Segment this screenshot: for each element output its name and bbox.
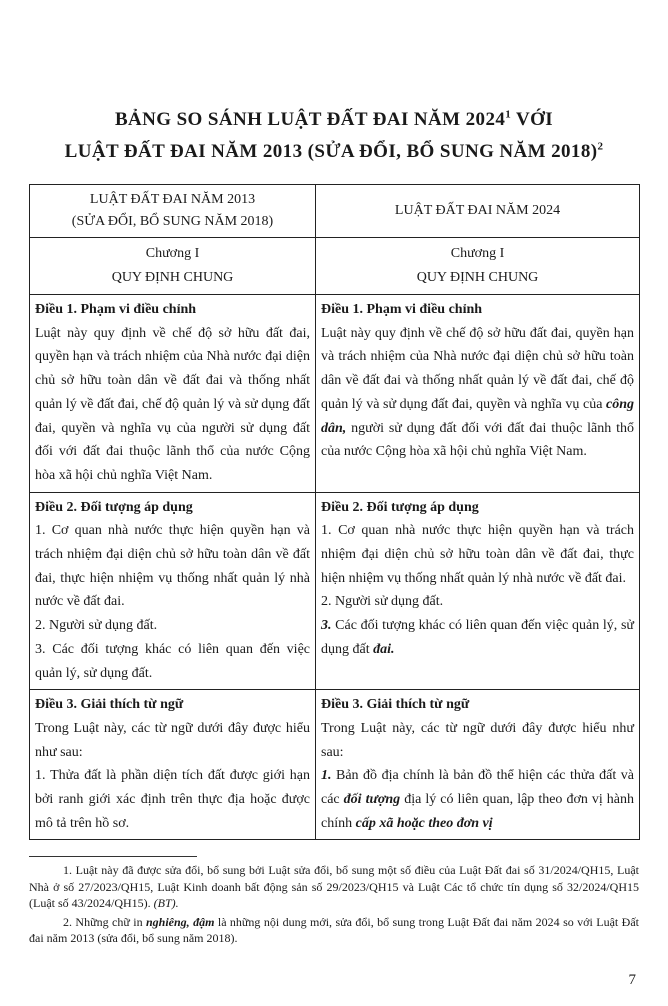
title-line-1: BẢNG SO SÁNH LUẬT ĐẤT ĐAI NĂM 2024$^1$ VỚI	[114, 108, 554, 130]
table-row-article-1	[30, 295, 640, 493]
article-2-right: Điều 2. Đối tượng áp dụng 1. Cơ quan nhà nước thực hiện quyền hạn và trách nhiệm đại diện chủ sở hữu toàn dân về đất đai, thực hiện nhiệm vụ thống nhất quản lý nhà nước về đất đai. 2. Người sử dụng đất. 3. Các đối tượng khác có liên quan đến việc quản lý, sử dụng đất đai.	[316, 492, 640, 690]
article-3-left: Điều 3. Giải thích từ ngữ Trong Luật này, các từ ngữ dưới đây được hiểu như sau: 1. Thửa đất là phần diện tích đất được giới hạn bởi ranh giới xác định trên thực địa hoặc được mô tả trên hồ sơ.	[30, 690, 316, 840]
table-row-article-3	[30, 690, 640, 840]
footnotes	[29, 862, 639, 949]
amended-text: cấp xã hoặc theo đơn vị	[355, 815, 493, 831]
footnote-1: 1. Luật này đã được sửa đổi, bổ sung bởi Luật sửa đổi, bổ sung một số điều của Luật Đất đai số 31/2024/QH15, Luật Nhà ở số 27/2023/QH15, Luật Kinh doanh bất động sản số 29/2023/QH15 và Luật Các tổ chức tín dụng số 32/2024/QH15 (Luật số 43/2024/QH15). (BT).	[29, 863, 639, 910]
table-row-article-2	[30, 492, 640, 690]
table-header-row	[30, 185, 640, 238]
chapter-right: Chương I QUY ĐỊNH CHUNG	[316, 238, 640, 295]
title-line-2: LUẬT ĐẤT ĐAI NĂM 2013 (SỬA ĐỔI, BỔ SUNG NĂM 2018)$^2$	[64, 140, 604, 162]
chapter-left: Chương I QUY ĐỊNH CHUNG	[30, 238, 316, 295]
footnote-divider	[29, 856, 197, 857]
amended-text: 3.	[321, 618, 332, 634]
amended-text: đối tượng	[343, 792, 401, 808]
amended-text: đai.	[373, 641, 395, 657]
article-3-right: Điều 3. Giải thích từ ngữ Trong Luật này, các từ ngữ dưới đây được hiểu như sau: 1. Bản đồ địa chính là bản đồ thể hiện các thửa đất và các đối tượng địa lý có liên quan, lập theo đơn vị hành chính cấp xã hoặc theo đơn vị	[316, 690, 640, 840]
footnote-ref-1: 1	[505, 108, 512, 121]
header-left: LUẬT ĐẤT ĐAI NĂM 2013 (SỬA ĐỔI, BỔ SUNG NĂM 2018)	[30, 185, 316, 238]
page-number: 7	[628, 972, 636, 988]
article-1-right: Điều 1. Phạm vi điều chỉnh Luật này quy định về chế độ sở hữu đất đai, quyền hạn và trách nhiệm của Nhà nước đại diện chủ sở hữu toàn dân về đất đai và thống nhất quản lý về đất đai, chế độ quản lý và sử dụng đất đai, quyền và nghĩa vụ của công dân, người sử dụng đất đối với đất đai thuộc lãnh thổ của nước Cộng hòa xã hội chủ nghĩa Việt Nam.	[316, 295, 640, 493]
article-1-left: Điều 1. Phạm vi điều chỉnh Luật này quy định về chế độ sở hữu đất đai, quyền hạn và trách nhiệm của Nhà nước đại diện chủ sở hữu toàn dân về đất đai và thống nhất quản lý về đất đai, chế độ quản lý và sử dụng đất đai, quyền và nghĩa vụ của người sử dụng đất đối với đất đai thuộc lãnh thổ của nước Cộng hòa xã hội chủ nghĩa Việt Nam.	[30, 295, 316, 493]
comparison-table	[29, 184, 640, 840]
chapter-row	[30, 238, 640, 295]
header-right: LUẬT ĐẤT ĐAI NĂM 2024	[316, 185, 640, 238]
article-2-left: Điều 2. Đối tượng áp dụng 1. Cơ quan nhà nước thực hiện quyền hạn và trách nhiệm đại diện chủ sở hữu toàn dân về đất đai, thực hiện nhiệm vụ thống nhất quản lý nhà nước về đất đai. 2. Người sử dụng đất. 3. Các đối tượng khác có liên quan đến việc quản lý, sử dụng đất.	[30, 492, 316, 690]
footnote-ref-2: 2	[597, 140, 604, 153]
amended-text: 1.	[321, 768, 332, 784]
document-title	[0, 104, 668, 168]
footnote-2: 2. Những chữ in nghiêng, đậm là những nội dung mới, sửa đổi, bổ sung trong Luật Đất đai năm 2024 so với Luật Đất đai năm 2013 (sửa đổi, bổ sung năm 2018).	[29, 914, 639, 945]
amended-text: công dân,	[321, 396, 634, 436]
